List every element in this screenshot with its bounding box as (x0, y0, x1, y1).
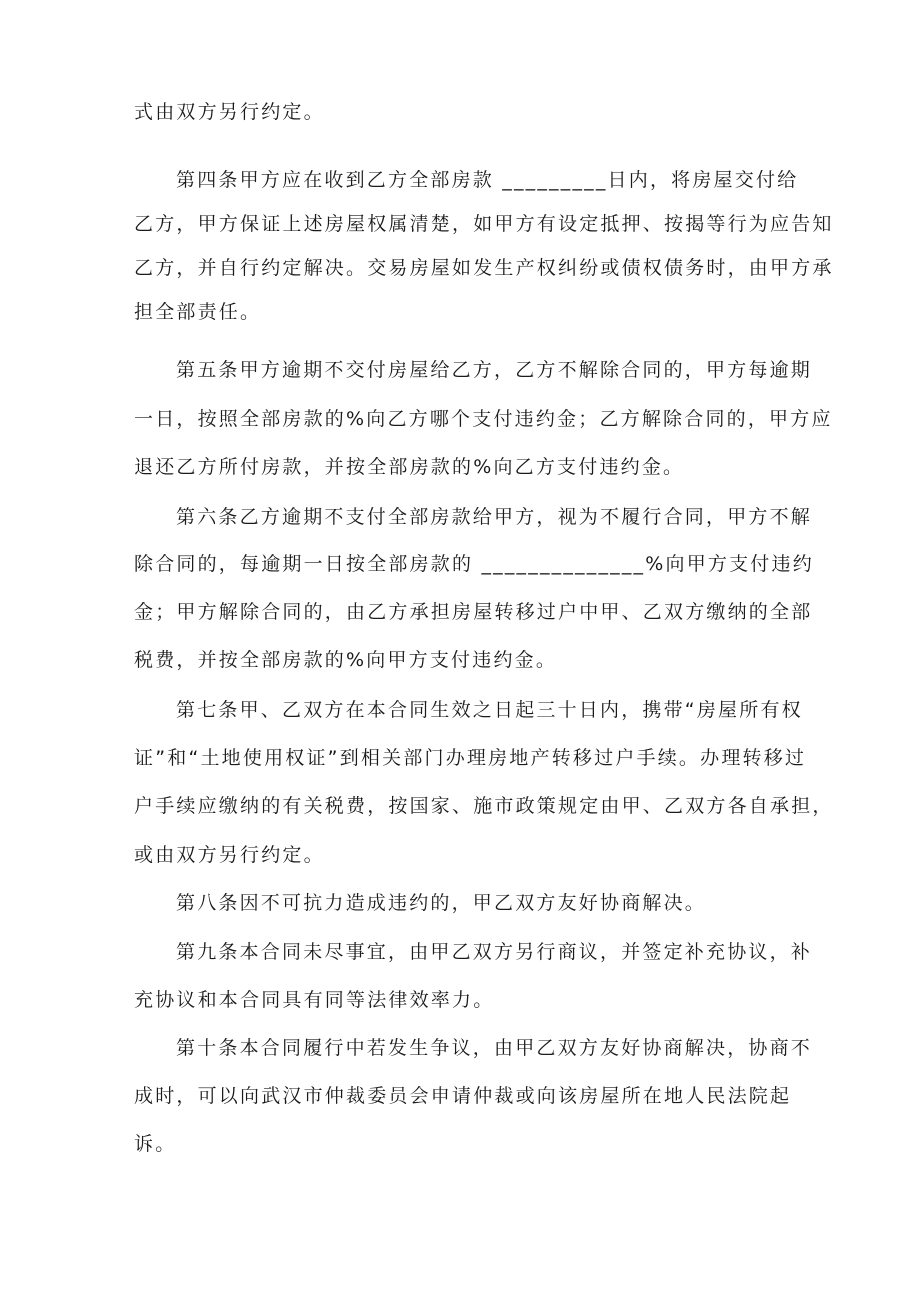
text-line: 第十条本合同履行中若发生争议，由甲乙双方友好协商解决，协商不 (176, 1037, 813, 1059)
text-line: 退还乙方所付房款，并按全部房款的%向乙方支付违约金。 (134, 456, 685, 478)
text-line: 诉。 (134, 1133, 177, 1155)
text-line: 乙方，并自行约定解决。交易房屋如发生产权纠纷或债权债务时，由甲方承 (134, 257, 834, 279)
text-line: 充协议和本合同具有同等法律效率力。 (134, 989, 495, 1011)
text-line: 第八条因不可抗力造成违约的，甲乙双方友好协商解决。 (176, 892, 707, 914)
text-line: 第七条甲、乙双方在本合同生效之日起三十日内，携带“房屋所有权 (176, 699, 803, 721)
text-line: 第五条甲方逾期不交付房屋给乙方，乙方不解除合同的，甲方每逾期 (176, 359, 813, 381)
text-line: 第四条甲方应在收到乙方全部房款 _________日内，将房屋交付给 (176, 169, 799, 191)
text-line: 一日，按照全部房款的%向乙方哪个支付违约金；乙方解除合同的，甲方应 (134, 408, 833, 430)
text-line: 第九条本合同未尽事宜，由甲乙双方另行商议，并签定补充协议，补 (176, 941, 813, 963)
text-line: 金；甲方解除合同的，由乙方承担房屋转移过户中甲、乙双方缴纳的全部 (134, 601, 813, 623)
text-line: 乙方，甲方保证上述房屋权属清楚，如甲方有设定抵押、按揭等行为应告知 (134, 213, 834, 235)
text-line: 除合同的，每逾期一日按全部房款的 ______________%向甲方支付违约 (134, 553, 814, 575)
text-line: 税费，并按全部房款的%向甲方支付违约金。 (134, 649, 558, 671)
text-line: 担全部责任。 (134, 301, 262, 323)
text-line: 户手续应缴纳的有关税费，按国家、施市政策规定由甲、乙双方各自承担， (134, 795, 834, 817)
text-line: 式由双方另行约定。 (134, 101, 325, 123)
text-line: 成时，可以向武汉市仲裁委员会申请仲裁或向该房屋所在地人民法院起 (134, 1085, 792, 1107)
text-line: 或由双方另行约定。 (134, 844, 325, 866)
text-line: 证”和“土地使用权证”到相关部门办理房地产转移过户手续。办理转移过 (134, 747, 807, 769)
text-line: 第六条乙方逾期不支付全部房款给甲方，视为不履行合同，甲方不解 (176, 506, 813, 528)
